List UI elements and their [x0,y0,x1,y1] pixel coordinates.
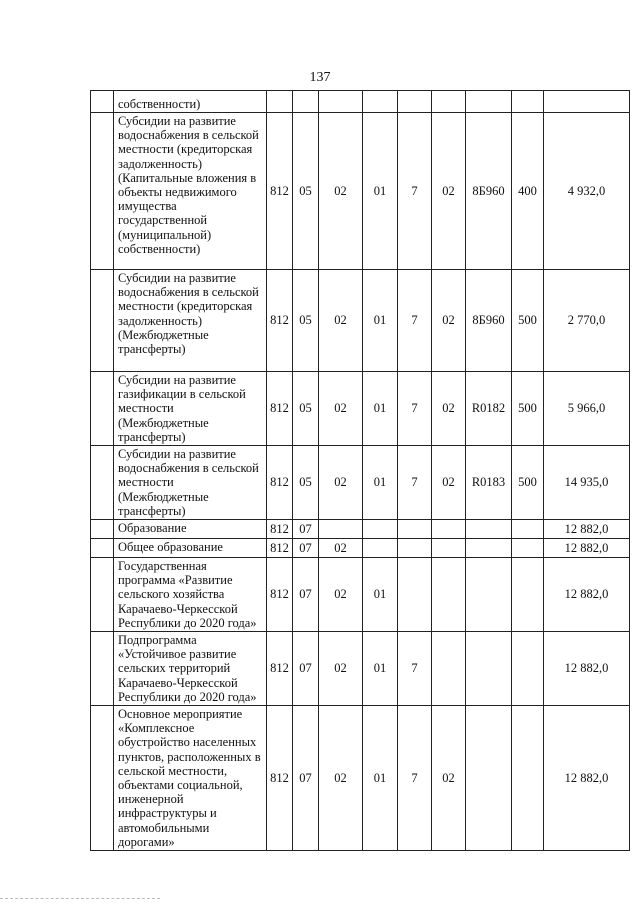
subsection-cell: 02 [319,558,363,632]
subsection-cell: 02 [319,113,363,270]
section-cell: 05 [293,113,319,270]
subprogram-cell: 7 [398,446,432,520]
program-cell: 01 [363,558,398,632]
activity-cell [432,91,466,113]
expense-type-cell: 400 [512,113,544,270]
expense-type-cell: 500 [512,446,544,520]
table-row [91,520,630,539]
subsection-cell: 02 [319,372,363,446]
table-row [91,270,630,372]
ministry-code-cell: 812 [267,446,293,520]
budget-table [90,90,630,851]
amount-cell: 12 882,0 [544,539,630,558]
subprogram-cell: 7 [398,270,432,372]
program-cell [363,91,398,113]
program-cell: 01 [363,372,398,446]
direction-cell [466,706,512,851]
program-cell: 01 [363,270,398,372]
blank-cell [91,446,114,520]
expense-type-cell [512,91,544,113]
scan-edge-line [0,898,160,899]
expense-type-cell [512,632,544,706]
activity-cell: 02 [432,446,466,520]
item-name-cell: Государственная программа «Развитие сельского хозяйства Карачаево-Черкесской Республики до 2020 года» [114,558,267,632]
item-name-cell: Субсидии на развитие водоснабжения в сельской местности (кредиторская задолженность) (Капитальные вложения в объекты недвижимого имущества государственной (муниципальной) собственности) [114,113,267,270]
subsection-cell: 02 [319,632,363,706]
direction-cell: R0182 [466,372,512,446]
blank-cell [91,91,114,113]
item-name-cell: собственности) [114,91,267,113]
program-cell [363,539,398,558]
ministry-code-cell: 812 [267,520,293,539]
expense-type-cell: 500 [512,270,544,372]
subsection-cell: 02 [319,270,363,372]
subsection-cell: 02 [319,539,363,558]
subsection-cell: 02 [319,706,363,851]
activity-cell [432,520,466,539]
program-cell: 01 [363,113,398,270]
subsection-cell [319,520,363,539]
ministry-code-cell: 812 [267,270,293,372]
section-cell: 07 [293,520,319,539]
ministry-code-cell: 812 [267,706,293,851]
direction-cell [466,520,512,539]
expense-type-cell [512,520,544,539]
blank-cell [91,632,114,706]
subprogram-cell: 7 [398,372,432,446]
blank-cell [91,706,114,851]
page-number: 137 [309,70,331,85]
program-cell: 01 [363,632,398,706]
item-name-cell: Образование [114,520,267,539]
table-row [91,113,630,270]
activity-cell: 02 [432,706,466,851]
item-name-cell: Субсидии на развитие водоснабжения в сельской местности (кредиторская задолженность) (Межбюджетные трансферты) [114,270,267,372]
amount-cell: 4 932,0 [544,113,630,270]
item-name-cell: Субсидии на развитие водоснабжения в сельской местности (Межбюджетные трансферты) [114,446,267,520]
table-row [91,372,630,446]
item-name-cell: Общее образование [114,539,267,558]
section-cell: 07 [293,632,319,706]
table-row [91,91,630,113]
direction-cell [466,91,512,113]
amount-cell: 12 882,0 [544,520,630,539]
subprogram-cell [398,91,432,113]
direction-cell [466,539,512,558]
subsection-cell: 02 [319,446,363,520]
activity-cell: 02 [432,113,466,270]
section-cell: 05 [293,270,319,372]
expense-type-cell [512,558,544,632]
amount-cell: 12 882,0 [544,558,630,632]
section-cell: 07 [293,558,319,632]
activity-cell: 02 [432,372,466,446]
amount-cell: 12 882,0 [544,706,630,851]
item-name-cell: Подпрограмма «Устойчивое развитие сельских территорий Карачаево-Черкесской Республики до 2020 года» [114,632,267,706]
ministry-code-cell: 812 [267,632,293,706]
blank-cell [91,113,114,270]
section-cell: 07 [293,539,319,558]
amount-cell: 14 935,0 [544,446,630,520]
activity-cell [432,558,466,632]
ministry-code-cell: 812 [267,372,293,446]
amount-cell [544,91,630,113]
table-row [91,446,630,520]
direction-cell: R0183 [466,446,512,520]
expense-type-cell [512,706,544,851]
blank-cell [91,520,114,539]
activity-cell [432,632,466,706]
amount-cell: 12 882,0 [544,632,630,706]
expense-type-cell: 500 [512,372,544,446]
subprogram-cell [398,520,432,539]
table-row [91,539,630,558]
subprogram-cell: 7 [398,632,432,706]
table-row [91,558,630,632]
table-row [91,706,630,851]
subprogram-cell: 7 [398,706,432,851]
program-cell: 01 [363,706,398,851]
ministry-code-cell: 812 [267,558,293,632]
subprogram-cell: 7 [398,113,432,270]
direction-cell: 8Б960 [466,270,512,372]
direction-cell [466,558,512,632]
item-name-cell: Основное мероприятие «Комплексное обустройство населенных пунктов, расположенных в сельской местности, объектами социальной, инженерной инфраструктуры и автомобильными дорогами» [114,706,267,851]
ministry-code-cell: 812 [267,539,293,558]
program-cell [363,520,398,539]
subsection-cell [319,91,363,113]
expense-type-cell [512,539,544,558]
direction-cell [466,632,512,706]
blank-cell [91,558,114,632]
blank-cell [91,270,114,372]
amount-cell: 5 966,0 [544,372,630,446]
ministry-code-cell [267,91,293,113]
subprogram-cell [398,558,432,632]
section-cell: 05 [293,372,319,446]
section-cell: 07 [293,706,319,851]
direction-cell: 8Б960 [466,113,512,270]
subprogram-cell [398,539,432,558]
amount-cell: 2 770,0 [544,270,630,372]
item-name-cell: Субсидии на развитие газификации в сельской местности (Межбюджетные трансферты) [114,372,267,446]
blank-cell [91,539,114,558]
activity-cell: 02 [432,270,466,372]
activity-cell [432,539,466,558]
table-row [91,632,630,706]
blank-cell [91,372,114,446]
program-cell: 01 [363,446,398,520]
ministry-code-cell: 812 [267,113,293,270]
section-cell: 05 [293,446,319,520]
section-cell [293,91,319,113]
